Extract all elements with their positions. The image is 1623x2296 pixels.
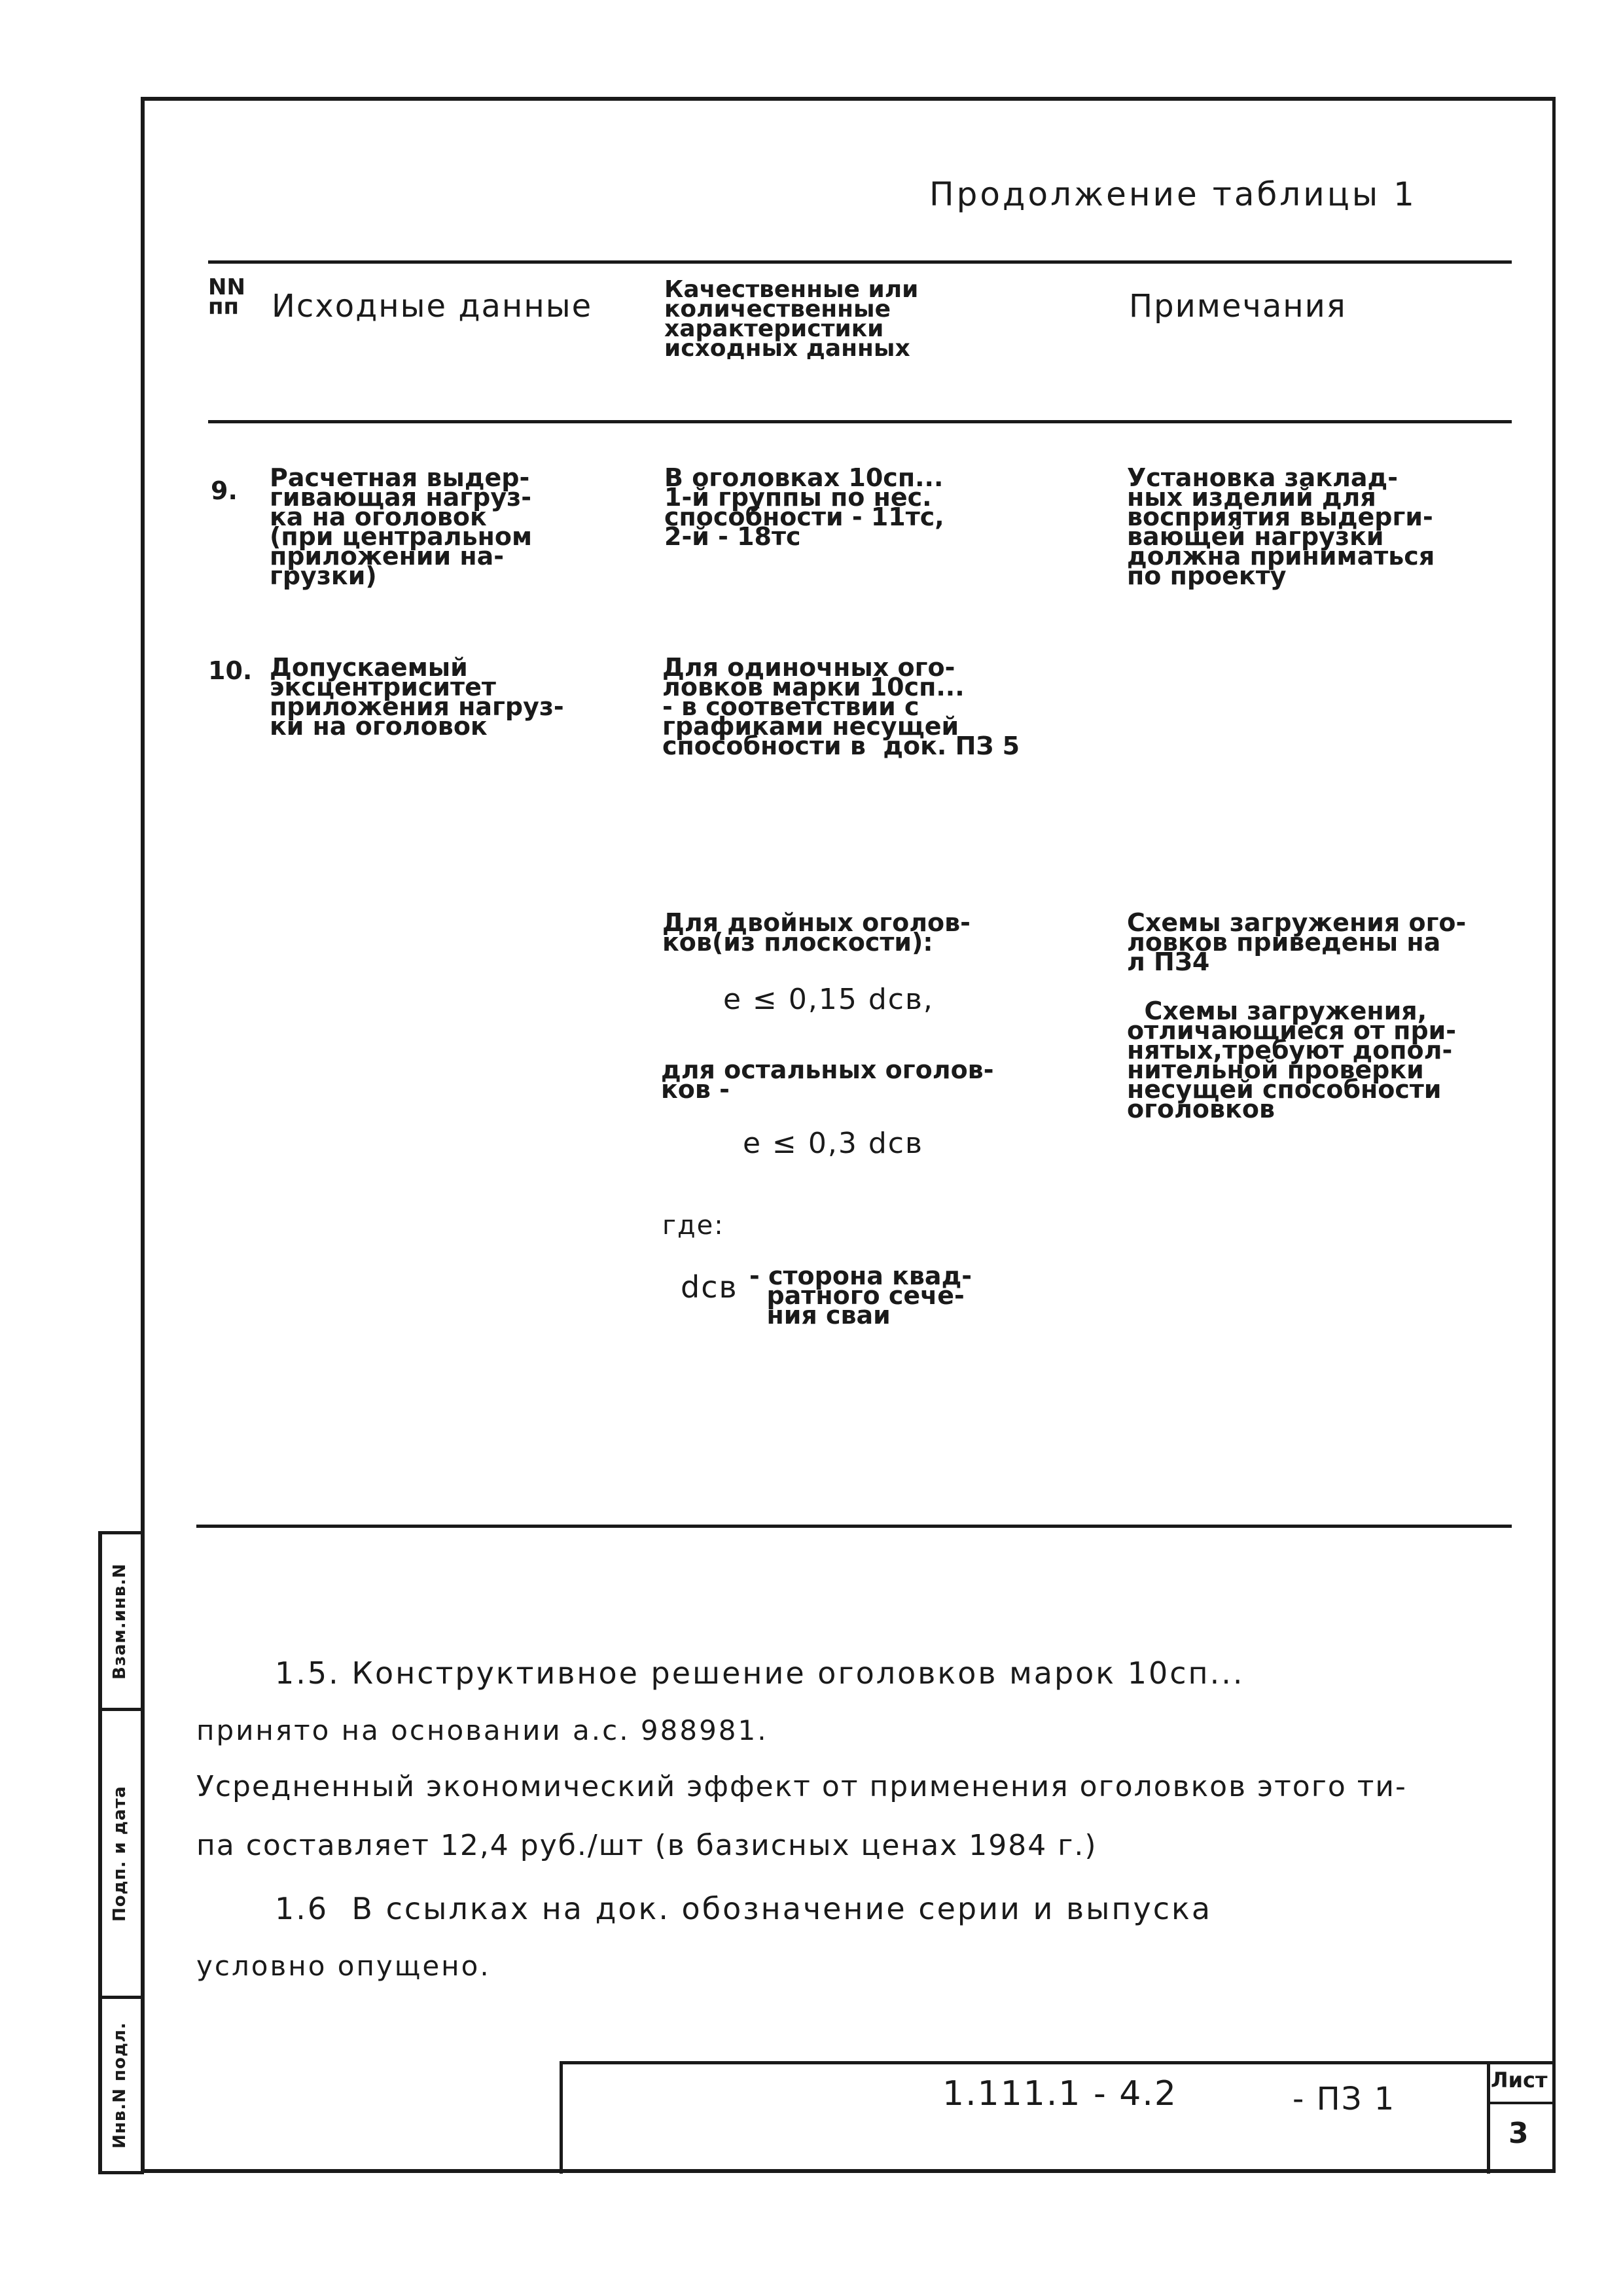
header-chars: Качественные или количественные характеристики исходных данных [664,276,919,362]
header-notes: Примечания [1129,288,1347,325]
para-1-5-line3: Усредненный экономический эффект от применения оголовков этого ти- [196,1770,1407,1803]
sheet-cell-left [1487,2061,1490,2174]
row9-chars: В оголовках 10сп... 1-й группы по нес. способности - 11тс, 2-й - 18тс [664,463,944,551]
title-block-top [560,2061,1556,2064]
row9-num: 9. [211,476,238,505]
row10-source: Допускаемый эксцентриситет приложения нагруз- ки на оголовок [270,653,564,741]
stamp-divider [98,2171,144,2174]
notes-loading-differing: Схемы загружения, отличающиеся от при- нятых,требуют допол- нительной проверки несущей способности оголовков [1127,997,1457,1123]
row10-chars: Для одиночных ого- ловков марки 10сп... - в соответствии с графиками несущей способности в док. ПЗ 5 [662,653,1020,760]
sheet-number: 3 [1508,2117,1529,2150]
notes-loading-schemes: Схемы загружения ого- ловков приведены на л ПЗ4 [1127,908,1467,976]
para-1-5-line1: 1.5. Конструктивное решение оголовков марок 10сп... [275,1655,1245,1691]
para-1-6-line2: условно опущено. [196,1950,491,1982]
stamp-inv-orig: Инв.N подл. [109,2021,130,2149]
formula-double: e ≤ 0,15 dсв, [723,983,934,1016]
doc-code: 1.111.1 - 4.2 [942,2074,1177,2113]
title-block-left [560,2061,563,2174]
header-num: NN пп [208,274,245,320]
doc-suffix: - ПЗ 1 [1293,2081,1396,2117]
symbol-dsv: dсв [681,1269,738,1305]
symbol-definition: - сторона квад- ратного сече- ния сваи [749,1262,972,1330]
stamp-sign-date: Подп. и дата [109,1785,130,1922]
table-top-rule [208,260,1512,264]
stamp-replace-inv: Взам.инв.N [109,1563,130,1680]
table-header-rule [208,420,1512,423]
header-source: Исходные данные [272,288,593,325]
table-bottom-rule [196,1525,1512,1528]
where-label: где: [662,1210,724,1241]
formula-other: e ≤ 0,3 dсв [743,1127,923,1160]
row10-num: 10. [208,656,253,685]
sheet-label: Лист [1491,2068,1548,2093]
para-1-5-line4: па составляет 12,4 руб./шт (в базисных ценах 1984 г.) [196,1829,1097,1862]
para-1-6-line1: 1.6 В ссылках на док. обозначение серии и выпуска [275,1891,1213,1926]
double-heads-text: Для двойных оголов- ков(из плоскости): [662,908,971,957]
sheet-cell-divider [1487,2102,1556,2104]
table-continuation-title: Продолжение таблицы 1 [929,175,1417,213]
row9-notes: Установка заклад- ных изделий для восприятия выдерги- вающей нагрузки должна приниматься по проекту [1127,463,1435,590]
para-1-5-line2: принято на основании а.с. 988981. [196,1714,768,1746]
row9-source: Расчетная выдер- гивающая нагруз- ка на оголовок (при центральном приложении на- грузки) [270,463,533,590]
other-heads-text: для остальных оголов- ков - [661,1055,994,1104]
